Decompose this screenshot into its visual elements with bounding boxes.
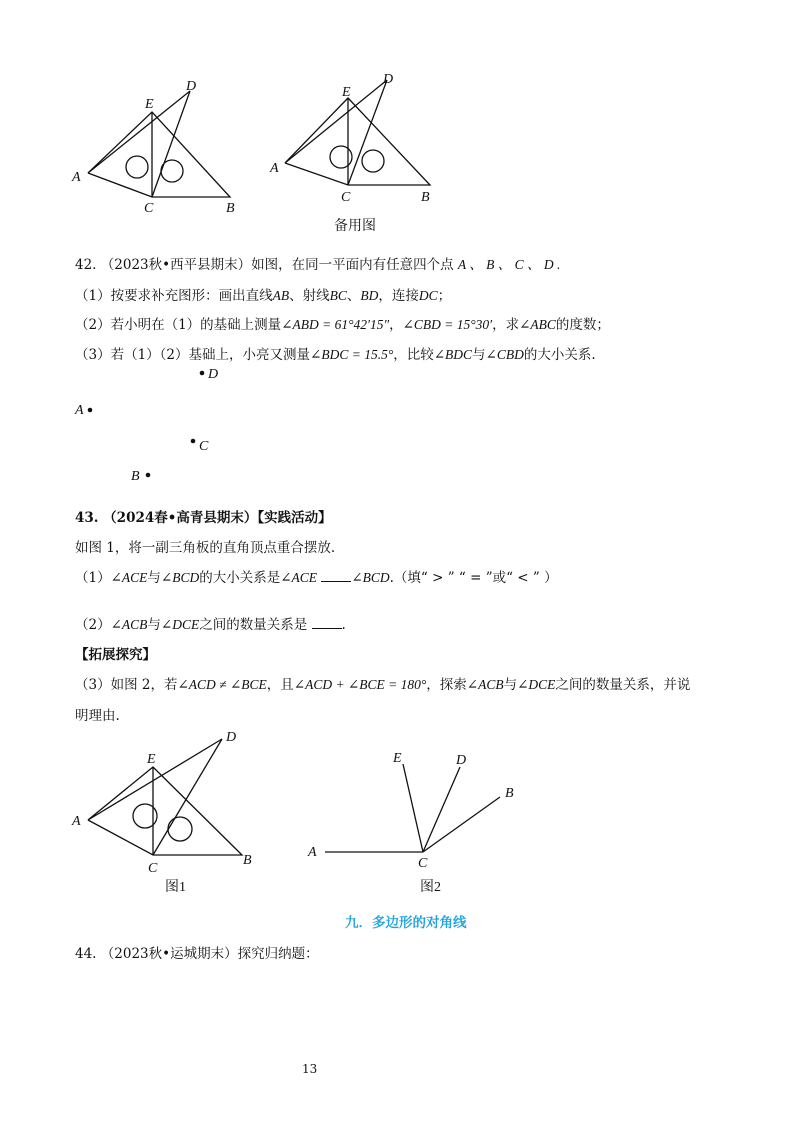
q44-stem: 44. （2023秋•运城期末）探究归纳题： [75, 946, 319, 962]
q43-part3-cont: 明理由. [75, 708, 120, 724]
triangle-hole-2 [168, 817, 192, 841]
label-c: C [341, 190, 351, 205]
triangle-hole-1 [330, 146, 352, 168]
q42-part1: （1）按要求补充图形：画出直线AB、射线BC、BD，连接DC； [75, 288, 452, 304]
label-a: A [72, 814, 81, 829]
q43-extension-heading: 【拓展探究】 [75, 647, 156, 663]
label-d: D [383, 72, 394, 87]
q43-part3: （3）如图 2，若∠ACD ≠ ∠BCE，且∠ACD + ∠BCE = 180°，探索∠ACB与∠DCE之间的数量关系，并说 [75, 677, 691, 693]
answer-blank-1[interactable] [321, 569, 351, 582]
label-a: A [308, 845, 317, 860]
caption-backup-figure: 备用图 [334, 219, 376, 234]
label-b: B [421, 190, 430, 205]
label-d: D [186, 79, 197, 94]
label-e: E [147, 752, 156, 767]
page-number: 13 [302, 1062, 318, 1076]
label-b: B [131, 469, 140, 484]
q43-figure-2 [300, 740, 530, 900]
triangle-ace-b [88, 112, 230, 197]
label-b: B [505, 786, 514, 801]
label-e: E [342, 85, 351, 100]
point-b [146, 473, 151, 478]
figure-top-left [60, 75, 260, 225]
section-title: 九．多边形的对角线 [345, 915, 467, 931]
q43-figure-1 [60, 725, 280, 900]
q42-part2: （2）若小明在（1）的基础上测量∠ABD = 61°42′15″，∠CBD = 15°30′，求∠ABC的度数； [75, 317, 610, 333]
q43-intro: 如图 1，将一副三角板的直角顶点重合摆放. [75, 540, 336, 556]
label-d: D [456, 753, 467, 768]
triangle-ace-b [88, 767, 242, 855]
caption-fig2: 图2 [420, 880, 441, 895]
ray-ce [403, 764, 423, 852]
label-e: E [393, 751, 402, 766]
point-d [200, 371, 205, 376]
q42-points-figure [65, 360, 245, 490]
label-a: A [75, 403, 84, 418]
label-d: D [208, 367, 219, 382]
answer-blank-2[interactable] [312, 616, 342, 629]
label-c: C [199, 439, 209, 454]
label-a: A [270, 161, 279, 176]
label-a: A [72, 170, 81, 185]
label-c: C [418, 856, 428, 871]
q42-stem: 42. （2023秋•西平县期末）如图，在同一平面内有任意四个点 A 、 B 、 C 、 D . [75, 257, 561, 273]
triangle-hole-2 [362, 150, 384, 172]
triangle-hole-1 [126, 156, 148, 178]
label-c: C [144, 201, 154, 216]
q42-part3: （3）若（1）（2）基础上，小亮又测量∠BDC = 15.5°，比较∠BDC与∠CBD的大小关系. [75, 347, 596, 363]
caption-fig1: 图1 [165, 880, 186, 895]
figure-top-right [265, 68, 475, 240]
q43-stem: 43. （2024春•高青县期末）【实践活动】 [75, 510, 332, 526]
q43-part1: （1）∠ACE与∠BCD的大小关系是∠ACE ∠BCD.（填“ > ” “ = ”或“ < ” ） [75, 570, 558, 586]
label-d: D [226, 730, 237, 745]
label-e: E [145, 97, 154, 112]
label-b: B [226, 201, 235, 216]
triangle-hole-2 [161, 160, 183, 182]
point-c [191, 439, 196, 444]
label-c: C [148, 861, 158, 876]
q43-part2: （2）∠ACB与∠DCE之间的数量关系是 . [75, 617, 346, 633]
label-b: B [243, 853, 252, 868]
point-a [88, 408, 93, 413]
triangle-ace-b [285, 98, 430, 185]
